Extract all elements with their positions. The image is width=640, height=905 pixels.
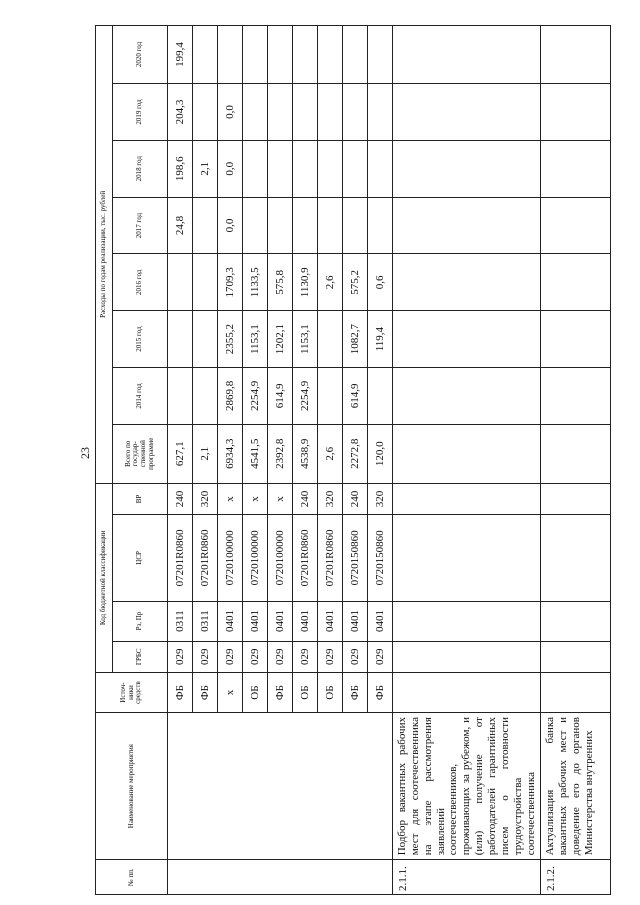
header-vr: ВР <box>113 483 168 515</box>
cell-2019 <box>193 84 218 141</box>
cell-vr: 320 <box>318 483 343 515</box>
cell-total: 2272,8 <box>343 424 368 483</box>
cell-vr: х <box>218 483 243 515</box>
cell-2018 <box>268 140 293 197</box>
cell-2019 <box>318 84 343 141</box>
cell-2018 <box>343 140 368 197</box>
cell-rzpr: 0401 <box>218 601 243 641</box>
activity-number: 2.1.2. <box>541 860 611 895</box>
cell-2019 <box>243 84 268 141</box>
cell-2015: 1153,1 <box>293 311 318 368</box>
cell-rzpr: 0401 <box>268 601 293 641</box>
cell-vr: 240 <box>293 483 318 515</box>
cell-vr: 240 <box>168 483 193 515</box>
cell-2015 <box>318 311 343 368</box>
cell-2016: 575,2 <box>343 254 368 311</box>
cell-vr: 240 <box>343 483 368 515</box>
cell-2016: 1709,3 <box>218 254 243 311</box>
cell-2020: 199,4 <box>168 26 193 84</box>
cell-2015: 1153,1 <box>243 311 268 368</box>
cell-2019: 204,3 <box>168 84 193 141</box>
cell-source: ФБ <box>343 673 368 713</box>
cell-grbs: 029 <box>368 641 393 673</box>
cell-2017 <box>343 197 368 254</box>
cell-source: ФБ <box>368 673 393 713</box>
cell-grbs: 029 <box>293 641 318 673</box>
cell-2016 <box>193 254 218 311</box>
cell-2020 <box>343 26 368 84</box>
cell-total: 120,0 <box>368 424 393 483</box>
cell-2020 <box>293 26 318 84</box>
cell-2018 <box>368 140 393 197</box>
header-2015: 2015 год <box>113 311 168 368</box>
cell-source: ОБ <box>293 673 318 713</box>
cell-grbs: 029 <box>168 641 193 673</box>
cell-2017 <box>318 197 343 254</box>
cell-vr: 320 <box>368 483 393 515</box>
cell-2018: 0,0 <box>218 140 243 197</box>
header-costs-group: Расходы по годам реализации, тыс. рублей <box>96 26 113 484</box>
cell-2016: 1133,5 <box>243 254 268 311</box>
page-number: 23 <box>78 447 92 459</box>
cell-2019: 0,0 <box>218 84 243 141</box>
cell-2014: 614,9 <box>343 368 368 425</box>
cell-2014: 2869,8 <box>218 368 243 425</box>
header-activity: Наименование мероприятия <box>96 713 168 860</box>
cell-grbs: 029 <box>243 641 268 673</box>
header-2020: 2020 год <box>113 26 168 84</box>
cell-source: ОБ <box>318 673 343 713</box>
cell-2020 <box>318 26 343 84</box>
cell-2020 <box>193 26 218 84</box>
cell-2018 <box>243 140 268 197</box>
header-code-group: Код бюджетной классификации <box>96 483 113 672</box>
cell-2017 <box>293 197 318 254</box>
cell-grbs: 029 <box>193 641 218 673</box>
cell-2016: 1130,9 <box>293 254 318 311</box>
cell-2014 <box>318 368 343 425</box>
cell-2020 <box>218 26 243 84</box>
header-2014: 2014 год <box>113 368 168 425</box>
cell-2014 <box>193 368 218 425</box>
cell-2014: 614,9 <box>268 368 293 425</box>
activity-number: 2.1.1. <box>393 860 541 895</box>
activity-description: Подбор вакантных рабочих мест для соотечественника на этапе рассмотрения заявлений соотечественников, проживающих за рубежом, и (или) получение от работодателей гарантийных писем о готовности трудоустройства соотечественника <box>393 713 541 860</box>
cell-total: 6934,3 <box>218 424 243 483</box>
cell-2015: 119,4 <box>368 311 393 368</box>
cell-rzpr: 0401 <box>293 601 318 641</box>
header-2019: 2019 год <box>113 84 168 141</box>
cell-csr: 0720100000 <box>218 515 243 601</box>
cell-2018 <box>293 140 318 197</box>
cell-2015: 1082,7 <box>343 311 368 368</box>
header-csr: ЦСР <box>113 515 168 601</box>
activity-row <box>393 26 541 895</box>
cell-2014 <box>368 368 393 425</box>
cell-2014: 2254,9 <box>243 368 268 425</box>
cell-2019 <box>293 84 318 141</box>
cell-2014: 2254,9 <box>293 368 318 425</box>
cell-2017 <box>268 197 293 254</box>
cell-total: 2,6 <box>318 424 343 483</box>
header-rzpr: Рз, Пр <box>113 601 168 641</box>
cell-2017 <box>193 197 218 254</box>
cell-2016: 575,8 <box>268 254 293 311</box>
cell-2018: 198,6 <box>168 140 193 197</box>
cell-vr: х <box>243 483 268 515</box>
cell-2016: 0,6 <box>368 254 393 311</box>
cell-2020 <box>368 26 393 84</box>
cell-total: 4541,5 <box>243 424 268 483</box>
cell-2018 <box>318 140 343 197</box>
cell-2015 <box>168 311 193 368</box>
cell-rzpr: 0401 <box>243 601 268 641</box>
cell-2017 <box>243 197 268 254</box>
cell-rzpr: 0401 <box>368 601 393 641</box>
cell-2015: 1202,1 <box>268 311 293 368</box>
row-num-empty <box>168 860 393 895</box>
cell-rzpr: 0401 <box>343 601 368 641</box>
activity-description: Актуализация банка вакантных рабочих мест и доведение его до органов Министерства внутренних <box>541 713 611 860</box>
cell-rzpr: 0401 <box>318 601 343 641</box>
cell-grbs: 029 <box>318 641 343 673</box>
cell-2020 <box>243 26 268 84</box>
cell-2019 <box>343 84 368 141</box>
activity-row <box>541 26 611 895</box>
cell-total: 2,1 <box>193 424 218 483</box>
cell-csr: 07201R0860 <box>293 515 318 601</box>
cell-source: ФБ <box>168 673 193 713</box>
header-2016: 2016 год <box>113 254 168 311</box>
cell-rzpr: 0311 <box>168 601 193 641</box>
cell-2016: 2,6 <box>318 254 343 311</box>
cell-grbs: 029 <box>218 641 243 673</box>
budget-table-rotated <box>95 25 596 895</box>
cell-csr: 0720150860 <box>343 515 368 601</box>
cell-source: х <box>218 673 243 713</box>
header-2017: 2017 год <box>113 197 168 254</box>
row-activity-empty <box>168 713 393 860</box>
cell-2016 <box>168 254 193 311</box>
cell-vr: 320 <box>193 483 218 515</box>
cell-2015 <box>193 311 218 368</box>
cell-2017 <box>368 197 393 254</box>
cell-vr: х <box>268 483 293 515</box>
cell-2017: 0,0 <box>218 197 243 254</box>
cell-source: ОБ <box>243 673 268 713</box>
cell-2019 <box>268 84 293 141</box>
cell-total: 627,1 <box>168 424 193 483</box>
header-source: Источ-ники средств <box>96 673 168 713</box>
cell-source: ФБ <box>268 673 293 713</box>
cell-grbs: 029 <box>343 641 368 673</box>
cell-2020 <box>268 26 293 84</box>
cell-csr: 0720150860 <box>368 515 393 601</box>
cell-csr: 07201R0860 <box>318 515 343 601</box>
header-total: Всего по государ-ственной программе <box>113 424 168 483</box>
table-header <box>96 26 168 895</box>
cell-2018: 2,1 <box>193 140 218 197</box>
cell-source: ФБ <box>193 673 218 713</box>
cell-rzpr: 0311 <box>193 601 218 641</box>
cell-2014 <box>168 368 193 425</box>
header-grbs: ГРБС <box>113 641 168 673</box>
header-2018: 2018 год <box>113 140 168 197</box>
cell-total: 2392,8 <box>268 424 293 483</box>
cell-csr: 0720100000 <box>243 515 268 601</box>
cell-total: 4538,9 <box>293 424 318 483</box>
header-num: № пп. <box>96 860 168 895</box>
cell-2015: 2355,2 <box>218 311 243 368</box>
cell-grbs: 029 <box>268 641 293 673</box>
cell-csr: 07201R0860 <box>168 515 193 601</box>
table-row <box>168 26 193 895</box>
budget-table <box>95 25 611 895</box>
cell-2019 <box>368 84 393 141</box>
cell-csr: 07201R0860 <box>193 515 218 601</box>
cell-csr: 0720100000 <box>268 515 293 601</box>
cell-2017: 24,8 <box>168 197 193 254</box>
